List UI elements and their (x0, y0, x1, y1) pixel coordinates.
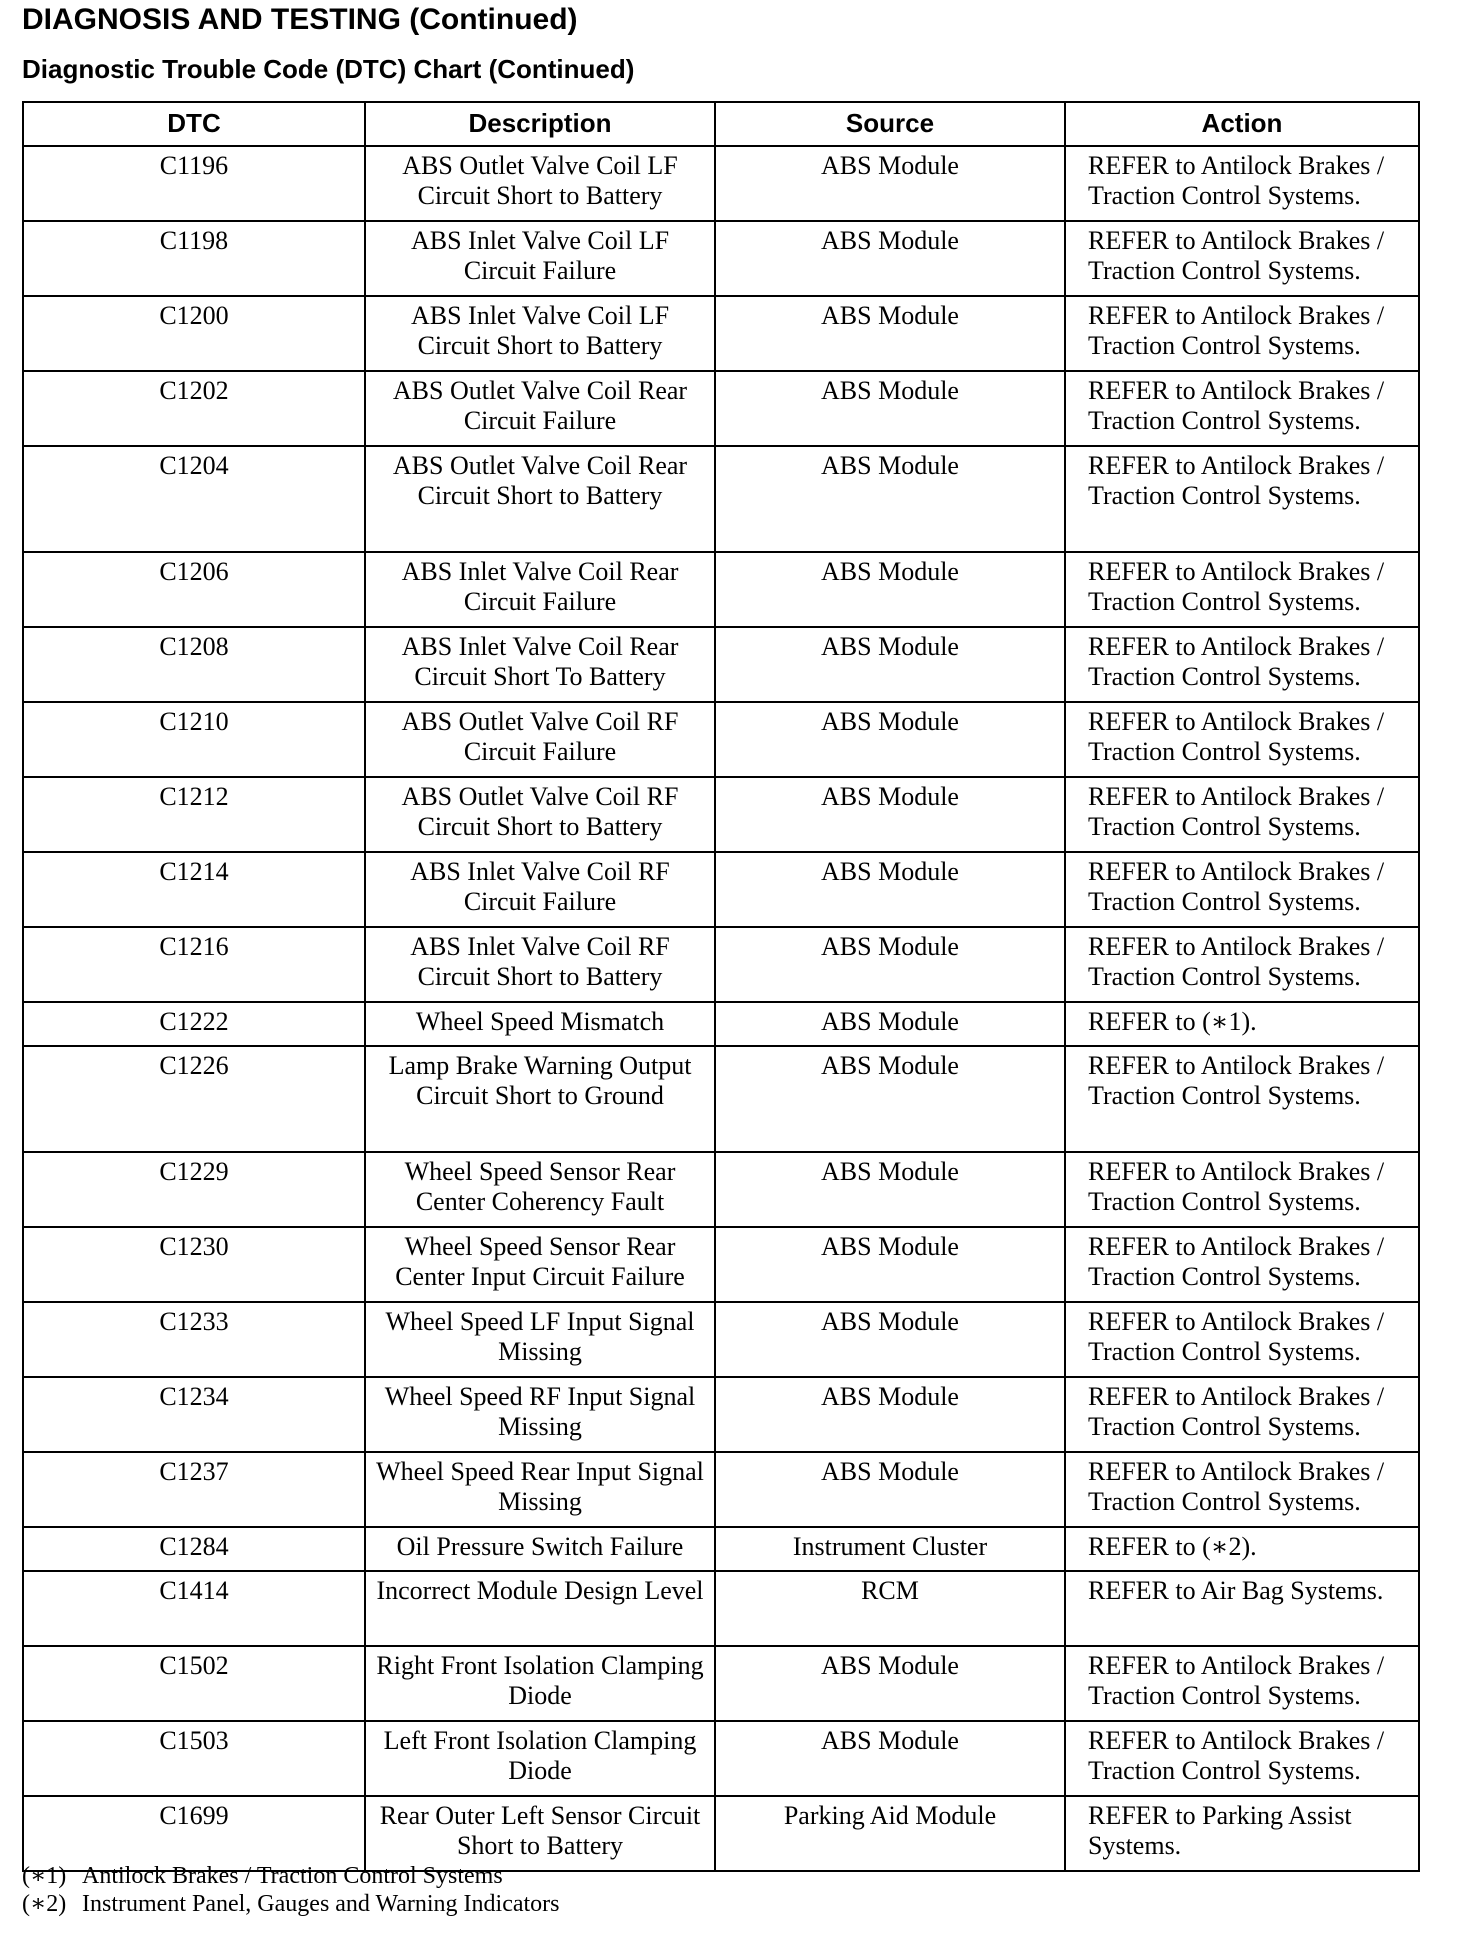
dtc-description: Right Front Isolation Clamping Diode (365, 1646, 715, 1721)
dtc-code: C1202 (23, 371, 365, 446)
dtc-source: Instrument Cluster (715, 1527, 1065, 1571)
dtc-code: C1206 (23, 552, 365, 627)
dtc-code: C1226 (23, 1046, 365, 1152)
dtc-action: REFER to Antilock Brakes / Traction Control Systems. (1065, 1302, 1419, 1377)
dtc-source: ABS Module (715, 1452, 1065, 1527)
footnote-text: Instrument Panel, Gauges and Warning Indicators (82, 1891, 560, 1917)
dtc-description: Wheel Speed RF Input Signal Missing (365, 1377, 715, 1452)
dtc-source: ABS Module (715, 1152, 1065, 1227)
dtc-action: REFER to Antilock Brakes / Traction Control Systems. (1065, 1046, 1419, 1152)
dtc-action: REFER to Antilock Brakes / Traction Control Systems. (1065, 852, 1419, 927)
dtc-code: C1214 (23, 852, 365, 927)
footnote (22, 1862, 560, 1890)
dtc-description: ABS Inlet Valve Coil RF Circuit Failure (365, 852, 715, 927)
dtc-action: REFER to Air Bag Systems. (1065, 1571, 1419, 1646)
dtc-code: C1212 (23, 777, 365, 852)
dtc-code: C1208 (23, 627, 365, 702)
footnote-marker: (∗1) (22, 1863, 67, 1889)
table-row (23, 1721, 1419, 1796)
dtc-code: C1210 (23, 702, 365, 777)
table-row (23, 1227, 1419, 1302)
dtc-action: REFER to Antilock Brakes / Traction Control Systems. (1065, 702, 1419, 777)
dtc-source: ABS Module (715, 552, 1065, 627)
table-row (23, 1302, 1419, 1377)
dtc-description: ABS Outlet Valve Coil LF Circuit Short to Battery (365, 146, 715, 221)
dtc-description: Wheel Speed Mismatch (365, 1002, 715, 1046)
dtc-description: Rear Outer Left Sensor Circuit Short to Battery (365, 1796, 715, 1871)
table-row (23, 627, 1419, 702)
dtc-code: C1234 (23, 1377, 365, 1452)
column-header-description: Description (365, 102, 715, 146)
dtc-description: ABS Outlet Valve Coil Rear Circuit Failure (365, 371, 715, 446)
dtc-action: REFER to Antilock Brakes / Traction Control Systems. (1065, 927, 1419, 1002)
dtc-code: C1699 (23, 1796, 365, 1871)
dtc-code: C1237 (23, 1452, 365, 1527)
dtc-code: C1233 (23, 1302, 365, 1377)
table-row (23, 1152, 1419, 1227)
table-row (23, 221, 1419, 296)
column-header-dtc: DTC (23, 102, 365, 146)
dtc-source: ABS Module (715, 1002, 1065, 1046)
table-row (23, 702, 1419, 777)
table-row (23, 927, 1419, 1002)
dtc-source: ABS Module (715, 221, 1065, 296)
dtc-source: ABS Module (715, 1646, 1065, 1721)
dtc-description: ABS Inlet Valve Coil RF Circuit Short to Battery (365, 927, 715, 1002)
dtc-source: ABS Module (715, 1227, 1065, 1302)
dtc-source: ABS Module (715, 446, 1065, 552)
dtc-description: ABS Outlet Valve Coil RF Circuit Failure (365, 702, 715, 777)
table-row (23, 1377, 1419, 1452)
dtc-source: RCM (715, 1571, 1065, 1646)
dtc-description: ABS Outlet Valve Coil RF Circuit Short to Battery (365, 777, 715, 852)
footnotes (22, 1862, 560, 1918)
dtc-action: REFER to Antilock Brakes / Traction Control Systems. (1065, 1152, 1419, 1227)
dtc-code: C1230 (23, 1227, 365, 1302)
dtc-description: Oil Pressure Switch Failure (365, 1527, 715, 1571)
dtc-action: REFER to Antilock Brakes / Traction Control Systems. (1065, 146, 1419, 221)
column-header-source: Source (715, 102, 1065, 146)
table-row (23, 852, 1419, 927)
dtc-description: ABS Inlet Valve Coil LF Circuit Short to Battery (365, 296, 715, 371)
dtc-description: ABS Outlet Valve Coil Rear Circuit Short to Battery (365, 446, 715, 552)
table-row (23, 1452, 1419, 1527)
footnote (22, 1890, 560, 1918)
table-row (23, 1646, 1419, 1721)
dtc-description: Wheel Speed Sensor Rear Center Input Circuit Failure (365, 1227, 715, 1302)
dtc-action: REFER to Antilock Brakes / Traction Control Systems. (1065, 296, 1419, 371)
table-row (23, 777, 1419, 852)
table-row (23, 146, 1419, 221)
dtc-action: REFER to Antilock Brakes / Traction Control Systems. (1065, 446, 1419, 552)
table-row (23, 552, 1419, 627)
dtc-action: REFER to Antilock Brakes / Traction Control Systems. (1065, 552, 1419, 627)
dtc-description: Wheel Speed Rear Input Signal Missing (365, 1452, 715, 1527)
dtc-source: ABS Module (715, 1046, 1065, 1152)
dtc-code: C1200 (23, 296, 365, 371)
dtc-code: C1222 (23, 1002, 365, 1046)
dtc-action: REFER to (∗1). (1065, 1002, 1419, 1046)
table-row (23, 1796, 1419, 1871)
dtc-action: REFER to (∗2). (1065, 1527, 1419, 1571)
table-row (23, 1002, 1419, 1046)
dtc-source: ABS Module (715, 927, 1065, 1002)
table-row (23, 446, 1419, 552)
dtc-description: ABS Inlet Valve Coil LF Circuit Failure (365, 221, 715, 296)
footnote-marker: (∗2) (22, 1891, 67, 1917)
column-header-action: Action (1065, 102, 1419, 146)
dtc-source: ABS Module (715, 1302, 1065, 1377)
dtc-action: REFER to Antilock Brakes / Traction Control Systems. (1065, 371, 1419, 446)
dtc-description: ABS Inlet Valve Coil Rear Circuit Short To Battery (365, 627, 715, 702)
dtc-action: REFER to Parking Assist Systems. (1065, 1796, 1419, 1871)
dtc-code: C1204 (23, 446, 365, 552)
dtc-action: REFER to Antilock Brakes / Traction Control Systems. (1065, 627, 1419, 702)
table-row (23, 296, 1419, 371)
dtc-code: C1503 (23, 1721, 365, 1796)
dtc-description: ABS Inlet Valve Coil Rear Circuit Failure (365, 552, 715, 627)
page-title: DIAGNOSIS AND TESTING (Continued) (22, 3, 578, 36)
dtc-source: ABS Module (715, 146, 1065, 221)
table-row (23, 371, 1419, 446)
dtc-code: C1284 (23, 1527, 365, 1571)
chart-title: Diagnostic Trouble Code (DTC) Chart (Continued) (22, 54, 635, 84)
dtc-source: ABS Module (715, 777, 1065, 852)
dtc-description: Lamp Brake Warning Output Circuit Short to Ground (365, 1046, 715, 1152)
dtc-description: Wheel Speed Sensor Rear Center Coherency Fault (365, 1152, 715, 1227)
dtc-action: REFER to Antilock Brakes / Traction Control Systems. (1065, 1646, 1419, 1721)
table-header-row (23, 102, 1419, 146)
dtc-description: Incorrect Module Design Level (365, 1571, 715, 1646)
dtc-action: REFER to Antilock Brakes / Traction Control Systems. (1065, 1452, 1419, 1527)
dtc-action: REFER to Antilock Brakes / Traction Control Systems. (1065, 777, 1419, 852)
dtc-action: REFER to Antilock Brakes / Traction Control Systems. (1065, 1721, 1419, 1796)
dtc-code: C1196 (23, 146, 365, 221)
dtc-action: REFER to Antilock Brakes / Traction Control Systems. (1065, 221, 1419, 296)
dtc-source: ABS Module (715, 1721, 1065, 1796)
dtc-source: Parking Aid Module (715, 1796, 1065, 1871)
dtc-description: Left Front Isolation Clamping Diode (365, 1721, 715, 1796)
dtc-source: ABS Module (715, 296, 1065, 371)
table-row (23, 1046, 1419, 1152)
footnote-text: Antilock Brakes / Traction Control Systems (82, 1863, 503, 1889)
dtc-description: Wheel Speed LF Input Signal Missing (365, 1302, 715, 1377)
dtc-code: C1414 (23, 1571, 365, 1646)
table-row (23, 1571, 1419, 1646)
dtc-code: C1502 (23, 1646, 365, 1721)
dtc-code: C1229 (23, 1152, 365, 1227)
dtc-source: ABS Module (715, 1377, 1065, 1452)
dtc-code: C1198 (23, 221, 365, 296)
dtc-source: ABS Module (715, 852, 1065, 927)
dtc-source: ABS Module (715, 702, 1065, 777)
dtc-action: REFER to Antilock Brakes / Traction Control Systems. (1065, 1377, 1419, 1452)
dtc-action: REFER to Antilock Brakes / Traction Control Systems. (1065, 1227, 1419, 1302)
table-row (23, 1527, 1419, 1571)
dtc-source: ABS Module (715, 627, 1065, 702)
dtc-chart-table (22, 101, 1420, 1872)
dtc-code: C1216 (23, 927, 365, 1002)
dtc-source: ABS Module (715, 371, 1065, 446)
